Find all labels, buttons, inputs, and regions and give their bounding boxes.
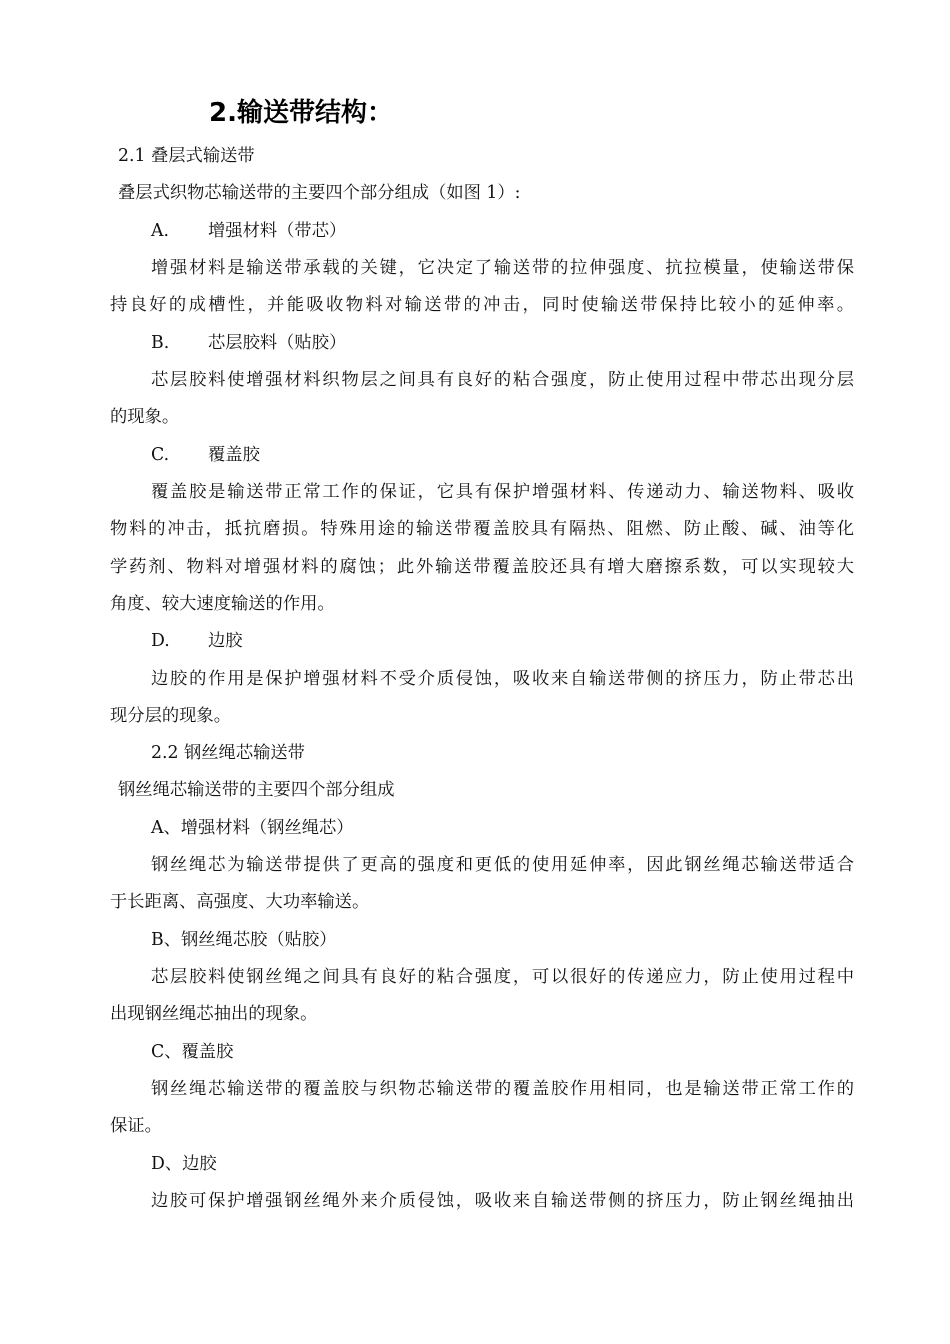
paragraph-line: 芯层胶料使增强材料织物层之间具有良好的粘合强度，防止使用过程中带芯出现分层 <box>151 370 854 390</box>
item-a-heading <box>151 220 346 242</box>
wire-item-c-title: C、覆盖胶 <box>151 1042 234 1062</box>
wire-item-d-title: D、边胶 <box>151 1154 217 1174</box>
item-d-heading <box>151 630 243 652</box>
paragraph-line: 学药剂、物料对增强材料的腐蚀；此外输送带覆盖胶还具有增大磨擦系数，可以实现较大 <box>110 557 854 577</box>
item-c-heading <box>151 444 260 466</box>
paragraph-line: 保证。 <box>110 1116 162 1136</box>
item-a-title: 增强材料（带芯） <box>208 221 347 241</box>
wire-item-b-title: B、钢丝绳芯胶（贴胶） <box>151 930 337 950</box>
paragraph-line: 现分层的现象。 <box>110 706 231 726</box>
paragraph-line: 钢丝绳芯输送带的覆盖胶与织物芯输送带的覆盖胶作用相同，也是输送带正常工作的 <box>151 1079 854 1099</box>
paragraph-line: 增强材料是输送带承载的关键，它决定了输送带的拉伸强度、抗拉模量，使输送带保 <box>151 258 854 278</box>
paragraph-line: 持良好的成槽性，并能吸收物料对输送带的冲击，同时使输送带保持比较小的延伸率。 <box>110 295 854 315</box>
paragraph-line: 覆盖胶是输送带正常工作的保证，它具有保护增强材料、传递动力、输送物料、吸收 <box>151 482 854 502</box>
paragraph-line: 钢丝绳芯为输送带提供了更高的强度和更低的使用延伸率，因此钢丝绳芯输送带适合 <box>151 855 854 875</box>
section-heading: 2.输送带结构： <box>209 98 393 128</box>
paragraph-line: 于长距离、高强度、大功率输送。 <box>110 892 370 912</box>
paragraph-line: 角度、较大速度输送的作用。 <box>110 594 335 614</box>
item-d-label: D. <box>151 631 170 651</box>
subsection-title-2-1: 2.1 叠层式输送带 <box>118 146 255 166</box>
paragraph-line: 物料的冲击，抵抗磨损。特殊用途的输送带覆盖胶具有隔热、阻燃、防止酸、碱、油等化 <box>110 519 854 539</box>
item-b-title: 芯层胶料（贴胶） <box>208 333 347 353</box>
item-c-label: C. <box>151 445 170 465</box>
subsection-title-2-2: 2.2 钢丝绳芯输送带 <box>151 743 305 763</box>
item-c-title: 覆盖胶 <box>208 445 260 465</box>
subsection-intro-2-2: 钢丝绳芯输送带的主要四个部分组成 <box>118 780 395 800</box>
wire-item-a-title: A、增强材料（钢丝绳芯） <box>151 818 354 838</box>
item-d-title: 边胶 <box>208 631 243 651</box>
paragraph-line: 边胶可保护增强钢丝绳外来介质侵蚀，吸收来自输送带侧的挤压力，防止钢丝绳抽出 <box>151 1191 854 1211</box>
item-a-label: A. <box>151 221 169 241</box>
item-b-label: B. <box>151 333 170 353</box>
item-b-heading <box>151 332 346 354</box>
paragraph-line: 出现钢丝绳芯抽出的现象。 <box>110 1004 318 1024</box>
paragraph-line: 的现象。 <box>110 407 180 427</box>
subsection-intro-2-1: 叠层式织物芯输送带的主要四个部分组成（如图 1）: <box>118 183 521 203</box>
paragraph-line: 边胶的作用是保护增强材料不受介质侵蚀，吸收来自输送带侧的挤压力，防止带芯出 <box>151 669 854 689</box>
paragraph-line: 芯层胶料使钢丝绳之间具有良好的粘合强度，可以很好的传递应力，防止使用过程中 <box>151 967 854 987</box>
